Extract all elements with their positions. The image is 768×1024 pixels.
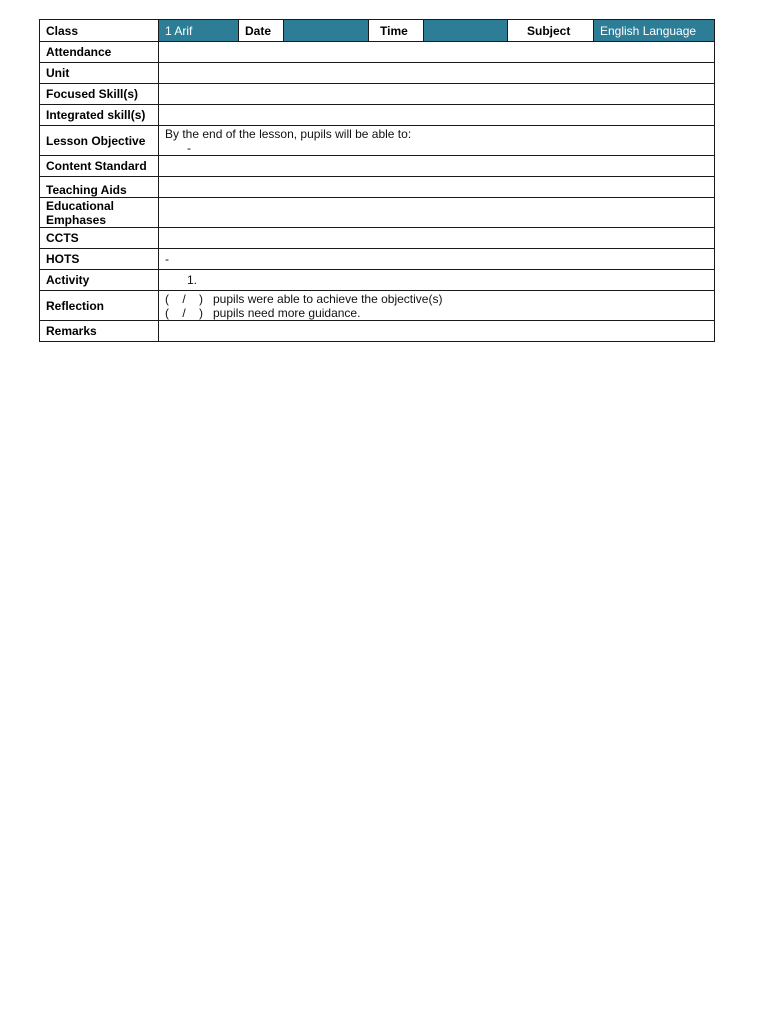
- hots-label: HOTS: [40, 249, 159, 270]
- educational-emphases-value[interactable]: [159, 198, 715, 228]
- unit-value[interactable]: [159, 63, 715, 84]
- remarks-row: [40, 321, 715, 342]
- reflection-value[interactable]: [159, 291, 715, 321]
- class-label: Class: [40, 20, 159, 42]
- educational-emphases-row: [40, 198, 715, 228]
- attendance-label: Attendance: [40, 42, 159, 63]
- subject-value[interactable]: English Language: [594, 20, 715, 42]
- lesson-objective-value[interactable]: [159, 126, 715, 156]
- reflection-label: Reflection: [40, 291, 159, 321]
- activity-label: Activity: [40, 270, 159, 291]
- integrated-skills-value[interactable]: [159, 105, 715, 126]
- header-row: [40, 20, 715, 42]
- lesson-objective-label: Lesson Objective: [40, 126, 159, 156]
- time-label: Time: [369, 20, 424, 42]
- content-standard-row: [40, 156, 715, 177]
- unit-row: [40, 63, 715, 84]
- date-value[interactable]: [284, 20, 369, 42]
- attendance-value[interactable]: [159, 42, 715, 63]
- focused-skills-value[interactable]: [159, 84, 715, 105]
- date-label: Date: [239, 20, 284, 42]
- unit-label: Unit: [40, 63, 159, 84]
- activity-row: [40, 270, 715, 291]
- content-standard-label: Content Standard: [40, 156, 159, 177]
- educational-emphases-label-line1: Educational: [46, 199, 115, 213]
- reflection-checkbox-1[interactable]: ( / ): [165, 292, 203, 306]
- activity-item-number: 1.: [187, 273, 198, 287]
- reflection-row: [40, 291, 715, 321]
- class-value[interactable]: 1 Arif: [159, 20, 239, 42]
- focused-skills-row: [40, 84, 715, 105]
- integrated-skills-row: [40, 105, 715, 126]
- focused-skills-label: Focused Skill(s): [40, 84, 159, 105]
- reflection-line1-text: pupils were able to achieve the objective(s): [213, 292, 443, 306]
- educational-emphases-label: [40, 198, 159, 228]
- lesson-objective-line1: By the end of the lesson, pupils will be able to:: [165, 127, 412, 141]
- reflection-checkbox-2[interactable]: ( / ): [165, 306, 203, 320]
- content-standard-value[interactable]: [159, 156, 715, 177]
- lesson-plan-table: [39, 19, 715, 342]
- teaching-aids-label: Teaching Aids: [40, 177, 159, 198]
- ccts-row: [40, 228, 715, 249]
- activity-value[interactable]: [159, 270, 715, 291]
- hots-row: [40, 249, 715, 270]
- lesson-objective-line2: -: [187, 141, 191, 155]
- remarks-value[interactable]: [159, 321, 715, 342]
- teaching-aids-row: [40, 177, 715, 198]
- teaching-aids-value[interactable]: [159, 177, 715, 198]
- reflection-line2: [165, 306, 708, 320]
- reflection-line2-text: pupils need more guidance.: [213, 306, 361, 320]
- hots-value[interactable]: -: [159, 249, 715, 270]
- ccts-value[interactable]: [159, 228, 715, 249]
- time-value[interactable]: [424, 20, 508, 42]
- educational-emphases-label-line2: Emphases: [46, 213, 107, 227]
- reflection-line1: [165, 292, 708, 306]
- ccts-label: CCTS: [40, 228, 159, 249]
- lesson-objective-row: [40, 126, 715, 156]
- subject-label: Subject: [508, 20, 594, 42]
- attendance-row: [40, 42, 715, 63]
- remarks-label: Remarks: [40, 321, 159, 342]
- integrated-skills-label: Integrated skill(s): [40, 105, 159, 126]
